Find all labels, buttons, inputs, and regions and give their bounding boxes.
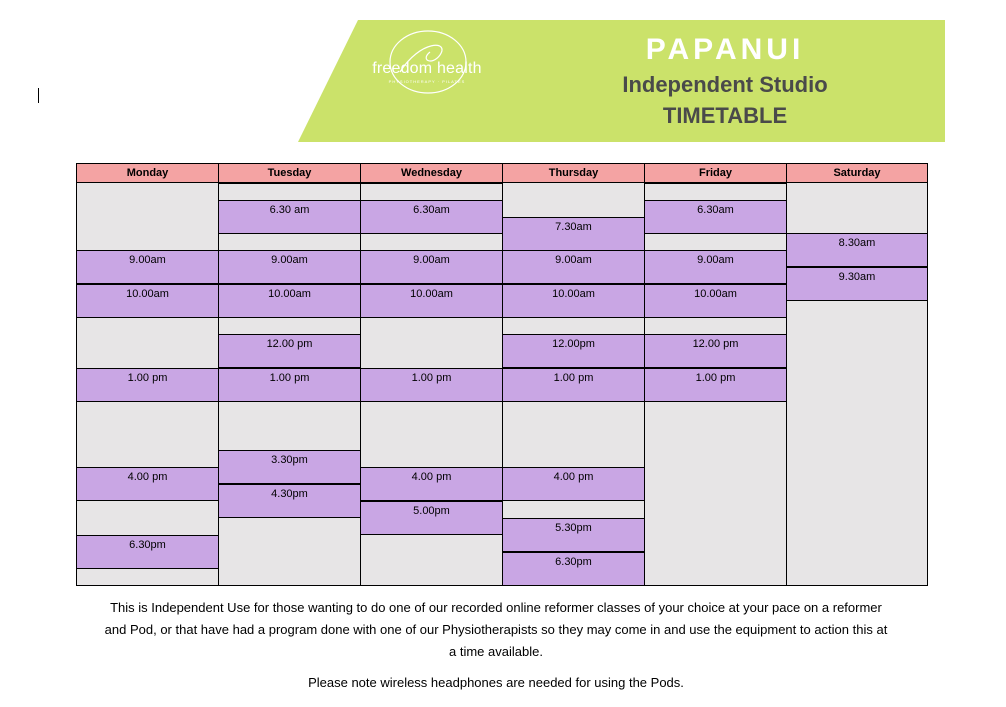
slot-friday-12pm[interactable]: 12.00 pm	[645, 334, 786, 368]
slot-tuesday-430pm[interactable]: 4.30pm	[219, 484, 360, 518]
brand-name: freedom health	[372, 60, 482, 77]
slot-wednesday-1pm[interactable]: 1.00 pm	[361, 368, 502, 402]
slot-wednesday-10am[interactable]: 10.00am	[361, 284, 502, 318]
timetable-grid	[76, 163, 928, 586]
slot-saturday-830am[interactable]: 8.30am	[787, 233, 927, 267]
slot-thursday-630pm[interactable]: 6.30pm	[503, 552, 644, 585]
slot-tuesday-9am[interactable]: 9.00am	[219, 250, 360, 284]
usage-description	[86, 597, 906, 663]
slot-monday-4pm[interactable]: 4.00 pm	[77, 467, 218, 501]
slot-tuesday-330pm[interactable]: 3.30pm	[219, 450, 360, 484]
slot-thursday-10am[interactable]: 10.00am	[503, 284, 644, 318]
column-divider	[502, 164, 503, 585]
slot-monday-630pm[interactable]: 6.30pm	[77, 535, 218, 569]
slot-tuesday-1pm[interactable]: 1.00 pm	[219, 368, 360, 402]
column-divider	[360, 164, 361, 585]
brand-tagline: PHYSIOTHERAPY · PILATES	[388, 79, 466, 84]
slot-tuesday-12pm[interactable]: 12.00 pm	[219, 334, 360, 368]
slot-thursday-730am[interactable]: 7.30am	[503, 217, 644, 251]
studio-title: Independent Studio	[622, 72, 828, 97]
day-header-saturday: Saturday	[833, 167, 881, 179]
slot-thursday-530pm[interactable]: 5.30pm	[503, 518, 644, 552]
grid-line	[645, 183, 786, 184]
day-header-friday: Friday	[698, 167, 732, 179]
grid-line	[219, 183, 360, 184]
slot-thursday-12pm[interactable]: 12.00pm	[503, 334, 644, 368]
slot-friday-1pm[interactable]: 1.00 pm	[645, 368, 786, 402]
description-line: a time available.	[449, 644, 543, 659]
location-title: PAPANUI	[645, 33, 805, 66]
slot-wednesday-4pm[interactable]: 4.00 pm	[361, 467, 502, 501]
column-divider	[786, 164, 787, 585]
brand-logo	[368, 60, 486, 84]
slot-monday-1pm[interactable]: 1.00 pm	[77, 368, 218, 402]
headphones-note: Please note wireless headphones are needed for using the Pods.	[308, 675, 684, 690]
description-line: and Pod, or that have had a program done with one of our Physiotherapists so they may come in and use the equipment to action this at	[104, 622, 888, 637]
day-header-monday: Monday	[126, 167, 169, 179]
day-header-tuesday: Tuesday	[267, 167, 312, 179]
slot-tuesday-630am[interactable]: 6.30 am	[219, 200, 360, 234]
day-header-wednesday: Wednesday	[401, 167, 462, 179]
grid-line	[77, 500, 218, 501]
column-divider	[644, 164, 645, 585]
description-line: This is Independent Use for those wanting to do one of our recorded online reformer classes of your choice at your pace on a reformer	[110, 600, 882, 615]
slot-wednesday-9am[interactable]: 9.00am	[361, 250, 502, 284]
slot-wednesday-5pm[interactable]: 5.00pm	[361, 501, 502, 535]
slot-thursday-9am[interactable]: 9.00am	[503, 250, 644, 284]
slot-saturday-930am[interactable]: 9.30am	[787, 267, 927, 301]
title-block	[560, 30, 890, 132]
slot-friday-630am[interactable]: 6.30am	[645, 200, 786, 234]
slot-monday-10am[interactable]: 10.00am	[77, 284, 218, 318]
slot-tuesday-10am[interactable]: 10.00am	[219, 284, 360, 318]
slot-thursday-4pm[interactable]: 4.00 pm	[503, 467, 644, 501]
slot-wednesday-630am[interactable]: 6.30am	[361, 200, 502, 234]
slot-thursday-1pm[interactable]: 1.00 pm	[503, 368, 644, 402]
grid-line	[361, 183, 502, 184]
timetable-title: TIMETABLE	[662, 103, 788, 128]
slot-friday-9am[interactable]: 9.00am	[645, 250, 786, 284]
column-divider	[218, 164, 219, 585]
day-header-thursday: Thursday	[548, 167, 599, 179]
header-banner	[0, 0, 1006, 160]
slot-friday-10am[interactable]: 10.00am	[645, 284, 786, 318]
slot-monday-9am[interactable]: 9.00am	[77, 250, 218, 284]
